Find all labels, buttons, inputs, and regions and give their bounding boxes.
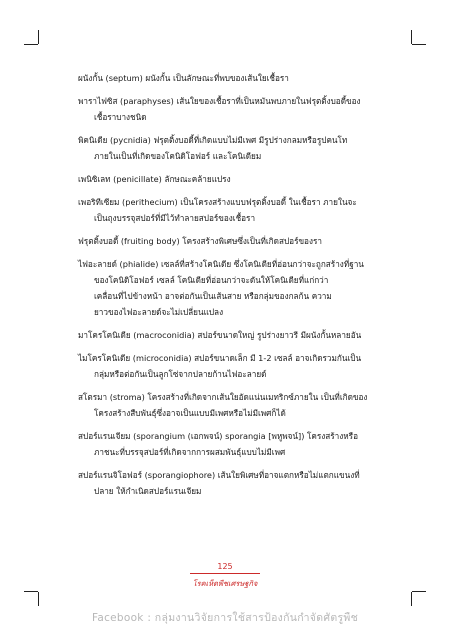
- crop-mark-bottom-left: [38, 592, 39, 606]
- entry-line: เพอริทีเซียม (perithecium) เป็นโครงสร้างแบบฟรุตติ้งบอดี้ ในเชื้อรา ภายในจะ: [78, 197, 357, 207]
- entry-line: ฟรุตติ้งบอดี้ (fruiting body) โครงสร้างพิเศษซึ่งเป็นที่เกิดสปอร์ของรา: [78, 236, 322, 246]
- crop-mark-bottom-right: [411, 592, 412, 606]
- crop-mark-bottom-right-h: [412, 591, 426, 592]
- entry-line: ยาวของไฟอะลายด์จะไม่เปลี่ยนแปลง: [94, 307, 224, 317]
- entry-line: ไฟอะลายด์ (phialide) เซลล์ที่สร้างโคนิเดีย ซึ่งโคนิเดียที่อ่อนกว่าจะถูกสร้างที่ฐาน: [78, 259, 364, 269]
- glossary-entry-sporangium: [78, 428, 418, 460]
- entry-line: โครงสร้างสืบพันธุ์ซึ่งอาจเป็นแบบมีเพศหรือไม่มีเพศก็ได้: [94, 408, 286, 418]
- facebook-watermark: Facebook : กลุ่มงานวิจัยการใช้สารป้องกันกำจัดศัตรูพืช: [91, 612, 359, 624]
- entry-line: ของโคนิดิโอฟอร์ เซลล์ โคนิเดียที่อ่อนกว่าจะดันให้โคนิเดียที่แก่กว่า: [94, 275, 329, 285]
- glossary-entry-paraphyses: [78, 93, 418, 125]
- crop-mark-top-left-h: [24, 44, 38, 45]
- entry-line: สปอร์แรนเจียม (sporangium (เอกพจน์) sporangia [พหูพจน์]) โครงสร้างหรือ: [78, 431, 358, 441]
- footer-book-title: โรคเห็ดพืชเศรษฐกิจ: [192, 579, 258, 588]
- entry-line: เคลื่อนที่ไปข้างหน้า อาจต่อกันเป็นเส้นสาย หรือกลุ่มของกลก้น ความ: [94, 291, 332, 301]
- glossary-entry-sporangiophore: [78, 467, 418, 499]
- crop-mark-top-left: [38, 30, 39, 44]
- entry-line: สโตรมา (stroma) โครงสร้างที่เกิดจากเส้นใยอัดแน่นเมทริกซ์ภายใน เป็นที่เกิดของ: [78, 392, 368, 402]
- glossary-entry-fruiting-body: [78, 233, 418, 249]
- crop-mark-top-right-h: [412, 44, 426, 45]
- glossary-entry-penicillate: [78, 171, 418, 187]
- crop-mark-bottom-left-h: [24, 591, 38, 592]
- entry-line: เพนิซิเลท (penicillate) ลักษณะคล้ายแปรง: [78, 174, 231, 184]
- entry-line: ปลาย ให้กำเนิดสปอร์แรนเจียม: [94, 486, 202, 496]
- glossary-entry-pycnidia: [78, 132, 418, 164]
- entry-line: พิคนิเดีย (pycnidia) ฟรุตติ้งบอดี้ที่เกิดแบบไม่มีเพศ มีรูปร่างกลมหรือรูปคนโท: [78, 135, 348, 145]
- glossary-entry-septum: [78, 70, 418, 86]
- entry-line: ภายในเป็นที่เกิดของโคนิดิโอฟอร์ และโคนิเดียม: [94, 151, 262, 161]
- entry-line: มาโครโคนิเดีย (macroconidia) สปอร์ขนาดใหญ่ รูปร่างยาวรี มีผนังกั้นหลายอัน: [78, 330, 362, 340]
- footer-divider: [190, 573, 260, 574]
- entry-line: เป็นถุงบรรจุสปอร์ที่มีไว้ทำลายสปอร์ของเชื้อรา: [94, 213, 256, 223]
- entry-line: กลุ่มหรือต่อกันเป็นลูกโซ่จากปลายก้านไฟอะลายด์: [94, 369, 267, 379]
- entry-line: ภาชนะที่บรรจุสปอร์ที่เกิดจากการผสมพันธุ์แบบไม่มีเพศ: [94, 447, 286, 457]
- entry-line: ไมโครโคนิเดีย (microconidia) สปอร์ขนาดเล็ก มี 1-2 เซลล์ อาจเกิดรวมกันเป็น: [78, 353, 362, 363]
- entry-line: เชื้อราบางชนิด: [94, 112, 147, 122]
- entry-line: พาราไฟซิส (paraphyses) เส้นใยของเชื้อราที่เป็นหมันพบภายในฟรุตติ้งบอดี้ของ: [78, 96, 361, 106]
- glossary-entry-stroma: [78, 389, 418, 421]
- entry-line: สปอร์แรนจิโอฟอร์ (sporangiophore) เส้นใยพิเศษที่อาจแตกหรือไม่แตกแขนงที่: [78, 470, 360, 480]
- crop-mark-top-right: [411, 30, 412, 44]
- glossary-entry-perithecium: [78, 194, 418, 226]
- glossary-entry-microconidia: [78, 350, 418, 382]
- glossary-entry-macroconidia: [78, 327, 418, 343]
- page-number: 125: [217, 562, 233, 571]
- glossary-content: [78, 70, 418, 506]
- entry-line: ผนังกั้น (septum) ผนังกั้น เป็นลักษณะที่พบของเส้นใยเชื้อรา: [78, 73, 289, 83]
- glossary-entry-phialide: [78, 256, 418, 320]
